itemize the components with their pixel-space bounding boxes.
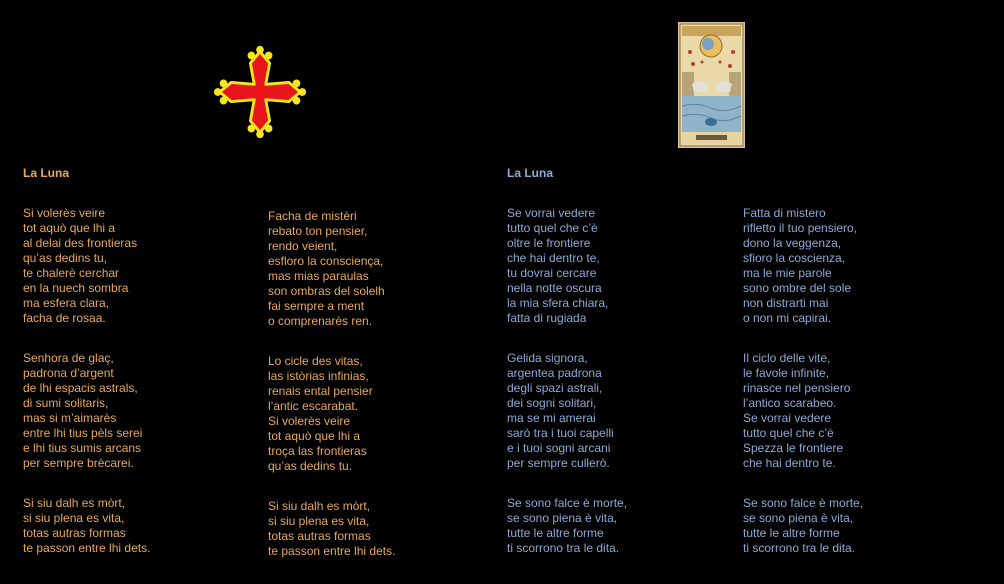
stanza: Si siu dalh es mòrt, si siu plena es vita, totas autras formas te passon entre lhi dets. [23, 496, 151, 555]
italian-column-2 [743, 191, 863, 581]
occitan-column-2 [268, 194, 395, 584]
stanza: Si volerès veire tot aquò que lhi a al delai des frontieras qu’as dedins tu, te chalerè cerchar en la nuech sombra ma esfera clara, facha de rosaa. [23, 206, 138, 325]
stanza: Senhora de glaç, padrona d’argent de lhi espacis astrals, di sumi solitaris, mas si m’aimarès entre lhi tius pèls serei e lhi tius sumis arcans per sempre brècarei. [23, 351, 143, 470]
stanza: Se sono falce è morte, se sono piena è vita, tutte le altre forme ti scorrono tra le dita. [507, 496, 628, 555]
stanza: Fatta di mistero rifletto il tuo pensiero, dono la veggenza, sfioro la coscienza, ma le mie parole sono ombre del sole non distrarti mai o non mi capirai. [743, 206, 858, 325]
stanza: Facha de mistèri rebato ton pensier, rendo veient, esfloro la consciença, mas mias paraulas son ombras del solelh fai sempre a ment o comprenarès ren. [268, 209, 385, 328]
stanza: Gelida signora, argentea padrona degli spazi astrali, dei sogni solitari, ma se mi amerai sarò tra i tuoi capelli e i tuoi sogni arcani per sempre cullerò. [507, 351, 614, 470]
occitan-cross-icon [212, 44, 308, 140]
occitan-column-1 [23, 191, 150, 581]
stanza: Se vorrai vedere tutto quel che c’è oltre le frontiere che hai dentro te, tu dovrai cercare nella notte oscura la mia sfera chiara, fatta di rugiada [507, 206, 609, 325]
stanza: Si siu dalh es mòrt, si siu plena es vita, totas autras formas te passon entre lhi dets. [268, 499, 396, 558]
tarot-moon-card-icon [678, 22, 745, 148]
stanza: Se sono falce è morte, se sono piena è vita, tutte le altre forme ti scorrono tra le dita. [743, 496, 864, 555]
occitan-title: La Luna [23, 166, 70, 180]
italian-title: La Luna [507, 166, 554, 180]
italian-column-1 [507, 191, 627, 581]
stanza: Il ciclo delle vite, le favole infinite, rinasce nel pensiero l’antico scarabeo. Se vorrai vedere tutto quel che c’è Spezza le frontiere che hai dentro te. [743, 351, 851, 470]
stanza: Lo cicle des vitas, las istòrias infinias, renais ental pensier l’antic escarabat. Si volerès veire tot aquò que lhi a troça las frontieras qu’as dedins tu. [268, 354, 373, 473]
